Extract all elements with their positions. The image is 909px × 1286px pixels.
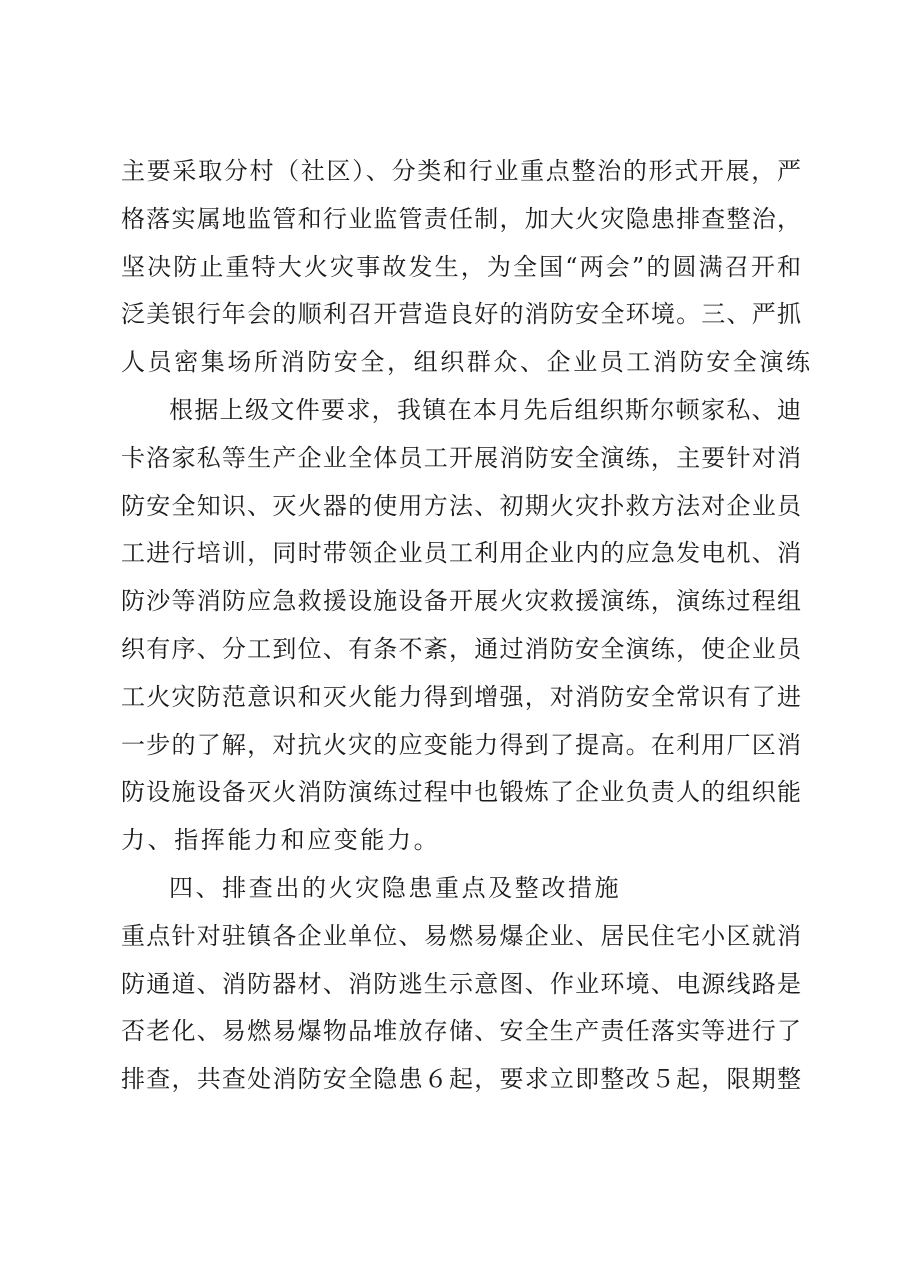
text-line: 工火灾防范意识和灭火能力得到增强，对消防安全常识有了进 — [121, 682, 801, 711]
text-line: 力、指挥能力和应变能力。 — [121, 826, 441, 855]
text-line: 泛美银行年会的顺利召开营造良好的消防安全环境。三、严抓 — [121, 300, 801, 329]
heading-section-4 — [121, 865, 801, 913]
text-line: 织有序、分工到位、有条不紊，通过消防安全演练，使企业员 — [121, 634, 801, 663]
paragraph-inspection — [121, 913, 801, 1104]
text-line: 坚决防止重特大火灾事故发生，为全国“两会”的圆满召开和 — [121, 252, 801, 281]
text-line: 重点针对驻镇各企业单位、易燃易爆企业、居民住宅小区就消 — [121, 921, 801, 950]
text-line: 一步的了解，对抗火灾的应变能力得到了提高。在利用厂区消 — [121, 730, 801, 759]
paragraph-drill — [121, 387, 801, 865]
text-line: 根据上级文件要求，我镇在本月先后组织斯尔顿家私、迪 — [169, 395, 801, 424]
text-line: 卡洛家私等生产企业全体员工开展消防安全演练，主要针对消 — [121, 443, 801, 472]
text-line: 否老化、易燃易爆物品堆放存储、安全生产责任落实等进行了 — [121, 1017, 801, 1046]
text-line: 防设施设备灭火消防演练过程中也锻炼了企业负责人的组织能 — [121, 778, 801, 807]
text-line: 防安全知识、灭火器的使用方法、初期火灾扑救方法对企业员 — [121, 491, 801, 520]
text-line: 格落实属地监管和行业监管责任制，加大火灾隐患排查整治， — [121, 204, 801, 233]
section-heading: 四、排查出的火灾隐患重点及整改措施 — [169, 873, 622, 902]
text-line: 排查，共查处消防安全隐患６起，要求立即整改５起，限期整 — [121, 1065, 801, 1094]
text-line: 主要采取分村（社区）、分类和行业重点整治的形式开展，严 — [121, 157, 801, 185]
text-line: 人员密集场所消防安全，组织群众、企业员工消防安全演练 — [121, 348, 813, 377]
text-line: 防沙等消防应急救援设施设备开展火灾救援演练，演练过程组 — [121, 587, 801, 616]
text-line: 工进行培训，同时带领企业员工利用企业内的应急发电机、消 — [121, 539, 801, 568]
document-body — [121, 148, 813, 1104]
text-line: 防通道、消防器材、消防逃生示意图、作业环境、电源线路是 — [121, 969, 801, 998]
paragraph-section-2-end — [121, 148, 813, 387]
